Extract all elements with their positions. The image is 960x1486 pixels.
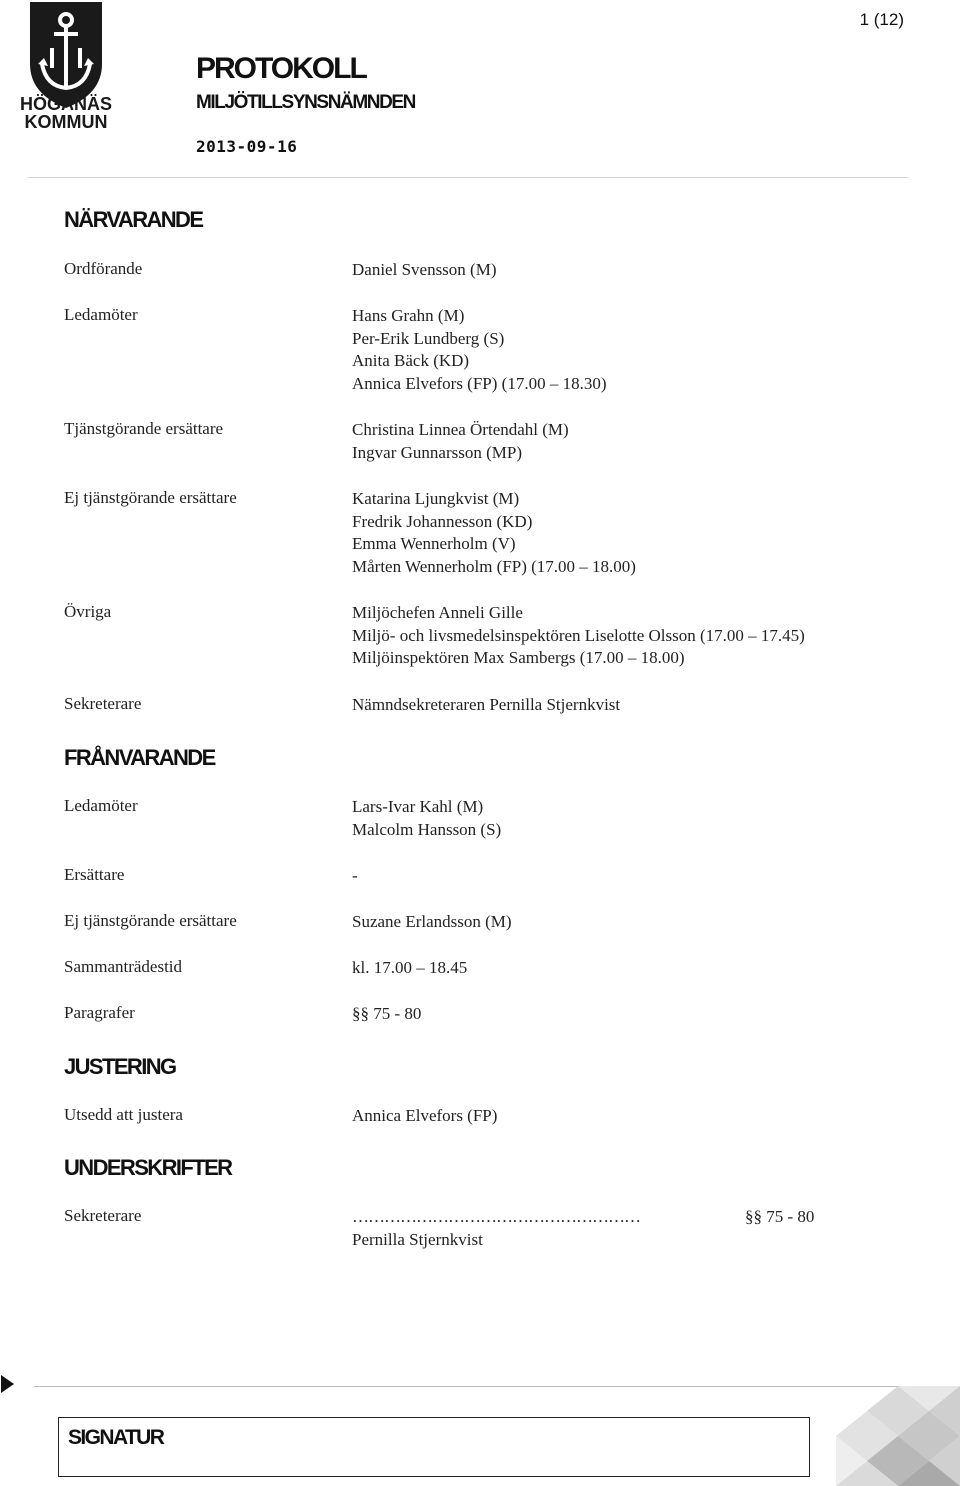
present-others-values [352, 602, 805, 670]
present-others-label: Övriga [64, 602, 112, 621]
signature-name: Pernilla Stjernkvist [352, 1230, 483, 1249]
present-serving-deputy-name: Christina Linnea Örtendahl (M) [352, 420, 569, 439]
absent-deputies-label: Ersättare [64, 865, 125, 884]
signature-paragraphs: §§ 75 - 80 [745, 1207, 815, 1226]
present-secretary-name: Nämndsekreteraren Pernilla Stjernkvist [352, 695, 621, 714]
present-serving-deputies-values [352, 419, 569, 464]
present-chair-values [352, 259, 496, 282]
document-title: PROTOKOLL [196, 52, 366, 85]
present-member-name: Annica Elvefors (FP) (17.00 – 18.30) [352, 374, 607, 394]
signature-box [58, 1417, 810, 1477]
present-nonserving-deputies-values [352, 488, 636, 579]
present-serving-deputy-name: Ingvar Gunnarsson (MP) [352, 442, 522, 462]
footer-divider [34, 1386, 960, 1387]
page-number: 1 (12) [859, 10, 904, 29]
present-nonserving-deputies-label: Ej tjänstgörande ersättare [64, 488, 237, 507]
paragraphs-label: Paragrafer [64, 1003, 135, 1022]
present-nonserving-deputy-name: Katarina Ljungkvist (M) [352, 489, 520, 508]
adjuster-value: Annica Elvefors (FP) [352, 1106, 498, 1125]
present-member-name: Per-Erik Lundberg (S) [352, 328, 505, 348]
absent-nonserving-deputies-label: Ej tjänstgörande ersättare [64, 911, 237, 930]
present-chair-label: Ordförande [64, 259, 143, 278]
present-nonserving-deputy-name: Fredrik Johannesson (KD) [352, 511, 533, 531]
meeting-time-value: kl. 17.00 – 18.45 [352, 958, 468, 977]
signature-secretary-label: Sekreterare [64, 1206, 142, 1225]
absent-deputies-values [352, 865, 358, 888]
header-divider [28, 177, 908, 178]
present-secretary-values [352, 694, 620, 717]
absent-deputy-name: - [352, 866, 358, 885]
present-other-name: Miljöchefen Anneli Gille [352, 603, 523, 622]
adjuster-label: Utsedd att justera [64, 1105, 183, 1124]
present-members-label: Ledamöter [64, 305, 138, 324]
absent-member-name: Malcolm Hansson (S) [352, 819, 502, 839]
present-member-name: Anita Bäck (KD) [352, 351, 470, 371]
present-serving-deputies-label: Tjänstgörande ersättare [64, 419, 224, 438]
present-chair-name: Daniel Svensson (M) [352, 260, 497, 279]
meeting-time-label: Sammanträdestid [64, 957, 183, 976]
document-date: 2013-09-16 [196, 137, 298, 156]
present-nonserving-deputy-name: Emma Wennerholm (V) [352, 534, 516, 554]
present-nonserving-deputy-name: Mårten Wennerholm (FP) (17.00 – 18.00) [352, 557, 636, 577]
present-secretary-label: Sekreterare [64, 694, 142, 713]
document-subtitle: MILJÖTILLSYNSNÄMNDEN [196, 92, 416, 113]
svg-text:HÖGANÄS: HÖGANÄS [19, 94, 113, 114]
paragraphs-value: §§ 75 - 80 [352, 1004, 422, 1023]
absent-members-values [352, 796, 501, 841]
signature-line: ……………………………………………… [352, 1207, 640, 1226]
present-other-name: Miljö- och livsmedelsinspektören Liselotte Olsson (17.00 – 17.45) [352, 625, 805, 645]
absent-members-label: Ledamöter [64, 796, 138, 815]
arrow-marker-icon [1, 1375, 14, 1393]
present-member-name: Hans Grahn (M) [352, 306, 465, 325]
signatures-heading: UNDERSKRIFTER [64, 1155, 232, 1180]
svg-text:KOMMUN: KOMMUN [24, 112, 108, 130]
present-other-name: Miljöinspektören Max Sambergs (17.00 – 18.00) [352, 648, 685, 668]
present-members-values [352, 305, 607, 396]
absent-heading: FRÅNVARANDE [64, 745, 215, 770]
hoganas-kommun-logo [16, 2, 116, 130]
absent-member-name: Lars-Ivar Kahl (M) [352, 797, 484, 816]
decorative-pattern-icon [836, 1386, 960, 1486]
present-heading: NÄRVARANDE [64, 207, 203, 232]
absent-nonserving-deputies-values [352, 911, 512, 934]
signature-box-label: SIGNATUR [68, 1426, 164, 1449]
adjusting-heading: JUSTERING [64, 1054, 176, 1079]
absent-nonserving-deputy-name: Suzane Erlandsson (M) [352, 912, 512, 931]
